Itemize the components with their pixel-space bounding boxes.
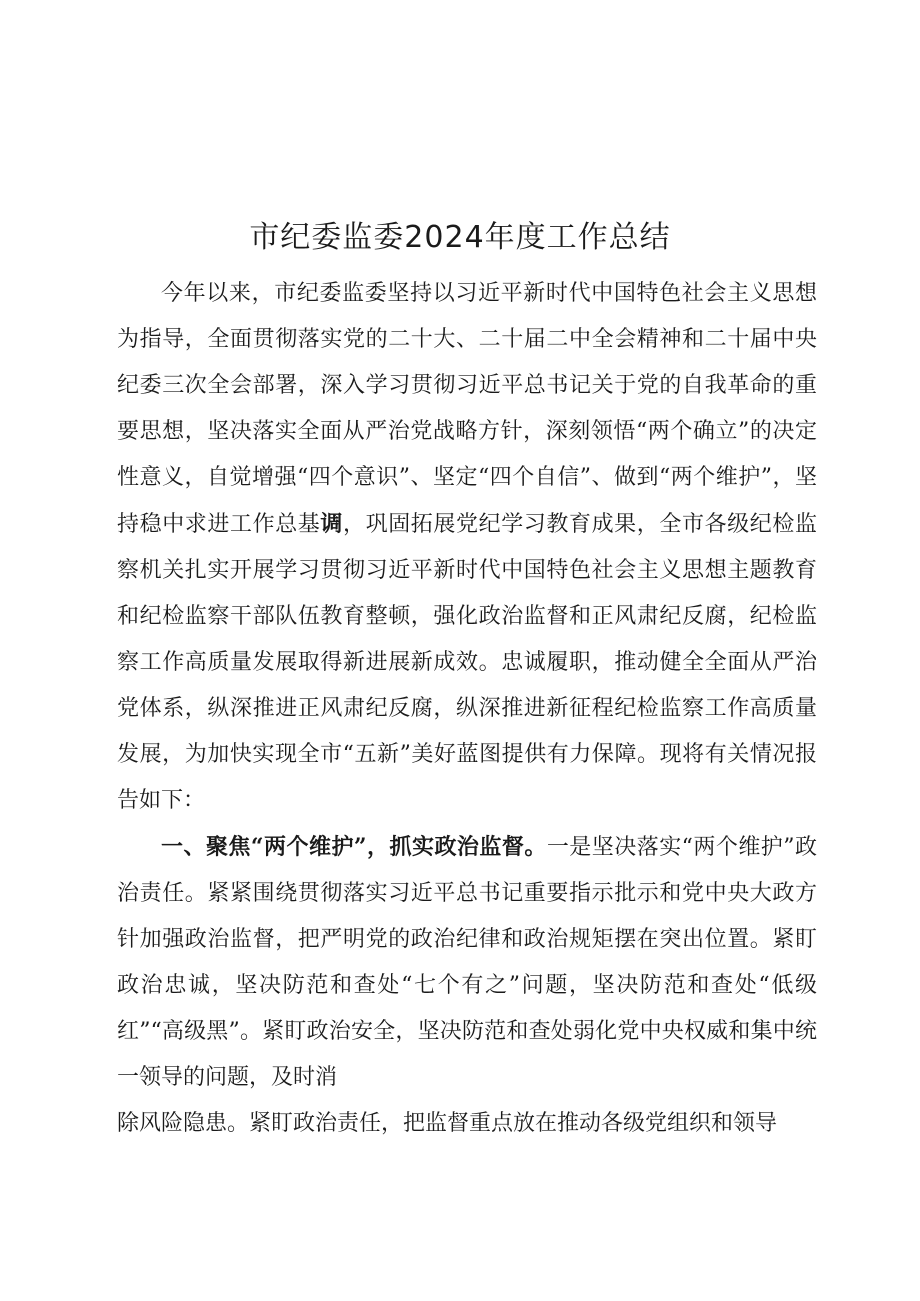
section-one-text: 一是坚决落实“两个维护”政治责任。紧紧围绕贯彻落实习近平总书记重要指示批示和党中央大政方针加强政治监督，把严明党的政治纪律和政治规矩摆在突出位置。紧盯政治忠诚，坚决防范和查处“七个有之”问题，坚决防范和查处“低级红”“高级黑”。紧盯政治安全，坚决防范和查处弱化党中央权威和集中统一领导的问题，及时消 (117, 835, 817, 1090)
intro-bold-char: 调 (320, 511, 343, 537)
document-body (117, 271, 817, 1147)
section-one-heading: 一、聚焦“两个维护”，抓实政治监督。 (161, 834, 547, 860)
intro-text-part-2: ，巩固拓展党纪学习教育成果，全市各级纪检监察机关扎实开展学习贯彻习近平新时代中国特色社会主义思想主题教育和纪检监察干部队伍教育整顿，强化政治监督和正风肃纪反腐，纪检监察工作高质量发展取得新进展新成效。忠诚履职，推动健全全面从严治党体系，纵深推进正风肃纪反腐，纵深推进新征程纪检监察工作高质量发展，为加快实现全市“五新”美好蓝图提供有力保障。现将有关情况报告如下： (117, 512, 817, 813)
intro-paragraph (117, 271, 817, 824)
document-title: 市纪委监委2024年度工作总结 (249, 220, 671, 255)
section-one-paragraph (117, 824, 817, 1101)
intro-text-part-1: 今年以来，市纪委监委坚持以习近平新时代中国特色社会主义思想为指导，全面贯彻落实党的二十大、二十届二中全会精神和二十届中央纪委三次全会部署，深入学习贯彻习近平总书记关于党的自我革命的重要思想，坚决落实全面从严治党战略方针，深刻领悟“两个确立”的决定性意义，自觉增强“四个意识”、坚定“四个自信”、做到“两个维护”，坚持稳中求进工作总基 (117, 281, 817, 537)
section-one-continuation: 除风险隐患。紧盯政治责任，把监督重点放在推动各级党组织和领导 (117, 1111, 778, 1136)
